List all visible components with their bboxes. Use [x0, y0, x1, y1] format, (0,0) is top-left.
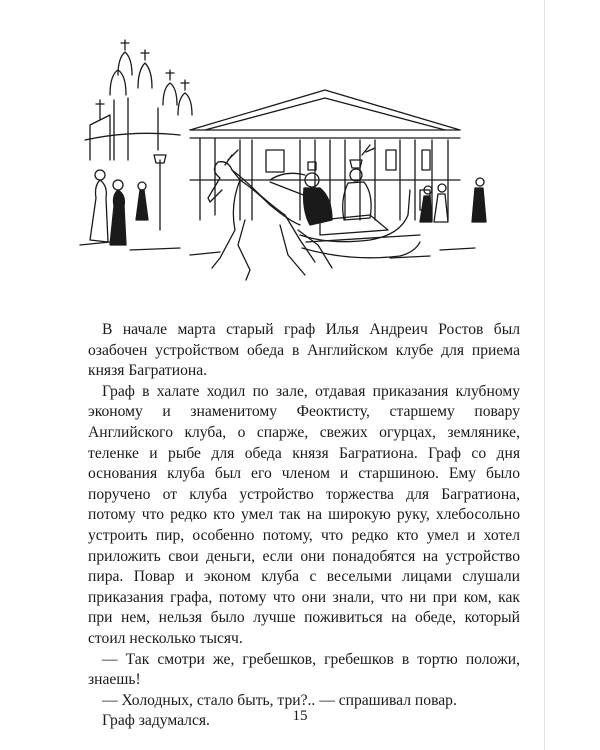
lamp-post: [154, 155, 166, 230]
paragraph-1: В начале марта старый граф Илья Андреич Ростов был озабочен устройством обеда в Английском клубе для приема князя Багратиона.: [88, 321, 520, 380]
paragraph-3: — Так смотри же, гребешков, гребешков в тортю положи, знаешь!: [88, 650, 520, 689]
page-number: 15: [292, 708, 308, 724]
page-edge-line: [544, 0, 545, 750]
paragraph-4: — Холодных, стало быть, три?.. — спрашивал повар.: [102, 691, 457, 709]
sleigh-illustration: [70, 30, 490, 310]
body-text: [88, 320, 520, 732]
paragraph-5: Граф задумался.: [102, 712, 210, 730]
church-domes: [85, 40, 192, 160]
snow-ground: [80, 242, 475, 258]
bystanders-left: [90, 170, 148, 245]
paragraph-2: Граф в халате ходил по зале, отдавая приказания клубному эконому и знаменитому Феоктисту, старшему повару Английского клуба, о спарже, свежих огурцах, землянике, теленке и рыбе для обеда князя Багратиона. Граф со дня основания клуба был его членом и старшиною. Ему было поручено от клуба устройство торжества для Багратиона, потому что редко кто умел так на широкую руку, хлебосольно устроить пир, особенно потому, что редко кто умел и хотел приложить свои деньги, если они понадобятся на устройство пира. Повар и эконом клуба с веселыми лицами слушали приказания графа, потому что они знали, что ни при ком, как при нем, нельзя было лучше поживиться на обеде, который стоил несколько тысяч.: [88, 382, 520, 647]
bystanders-right: [420, 178, 486, 222]
